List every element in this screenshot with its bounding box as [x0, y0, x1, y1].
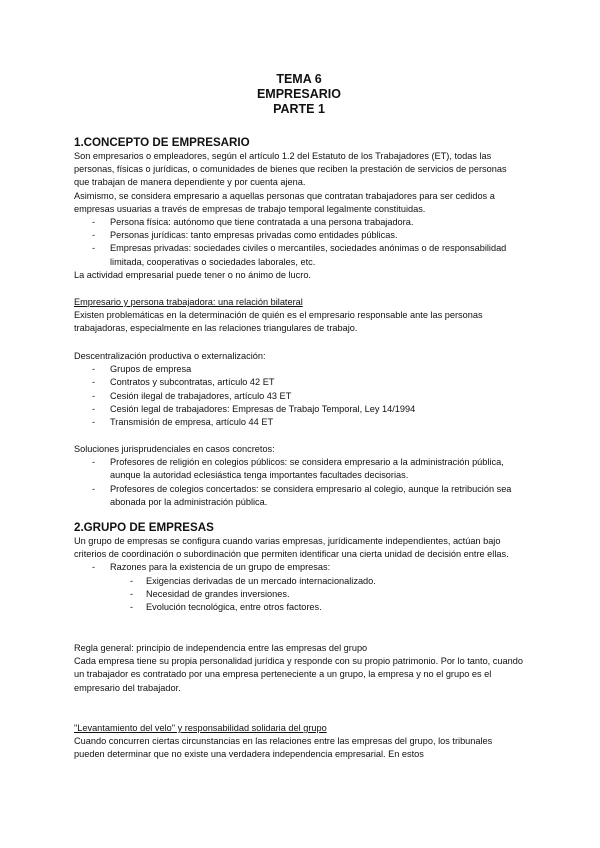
levantamiento-velo [74, 722, 524, 762]
regla-paragraph: Cada empresa tiene su propia personalidad jurídica y responde con su propio patrimonio. Por lo tanto, cuando un trabajador es contratado por una empresa perteneciente a un grupo, la empresa y no el grupo es el empresario del trabajador. [74, 656, 523, 693]
list-item: - Cesión ilegal de trabajadores, artículo 43 ET [74, 390, 524, 403]
relacion-heading: Empresario y persona trabajadora: una relación bilateral [74, 297, 303, 307]
title-line-3: PARTE 1 [273, 102, 325, 116]
descentralizacion [74, 350, 524, 429]
list-item: - Personas jurídicas: tanto empresas privadas como entidades públicas. [74, 229, 524, 242]
list-item: - Exigencias derivadas de un mercado internacionalizado. [74, 575, 524, 588]
title-line-2: EMPRESARIO [256, 87, 342, 101]
soluciones-heading: Soluciones jurisprudenciales en casos concretos: [74, 444, 275, 454]
velo-heading: "Levantamiento del velo" y responsabilidad solidaria del grupo [74, 723, 327, 733]
empresario-types-list [74, 216, 524, 269]
relacion-paragraph: Existen problemáticas en la determinación de quién es el empresario responsable ante las personas trabajadoras, especialmente en las relaciones triangulares de trabajo. [74, 310, 483, 334]
title-line-1: TEMA 6 [276, 72, 322, 86]
section-2-heading: 2.GRUPO DE EMPRESAS [74, 521, 214, 534]
list-item: - Necesidad de grandes inversiones. [74, 588, 524, 601]
section-1-heading: 1.CONCEPTO DE EMPRESARIO [74, 136, 250, 149]
razones-sublist [74, 575, 524, 615]
soluciones-list [74, 456, 524, 509]
section-1-paragraph-1: Son empresarios o empleadores, según el artículo 1.2 del Estatuto de los Trabajadores (ET), todas las personas, físicas o jurídicas, o comunidades de bienes que reciben la prestación de servicios de personas que trabajan de manera dependiente y por cuenta ajena. [74, 151, 507, 188]
list-item: - Persona física: autónomo que tiene contratada a una persona trabajadora. [74, 216, 524, 229]
list-item: - Profesores de religión en colegios públicos: se considera empresario a la administración pública, aunque la autoridad eclesiástica tenga importantes facultades decisorias. [74, 456, 524, 482]
list-item: - Grupos de empresa [74, 363, 524, 376]
list-item: - Profesores de colegios concertados: se considera empresario al colegio, aunque la retribución sea abonada por la administración pública. [74, 483, 524, 509]
section-1-paragraph-3: La actividad empresarial puede tener o no ánimo de lucro. [74, 269, 311, 280]
document-title [74, 72, 524, 117]
list-item: - Empresas privadas: sociedades civiles o mercantiles, sociedades anónimas o de responsabilidad limitada, cooperativas o sociedades laborales, etc. [74, 242, 524, 268]
list-item: - Razones para la existencia de un grupo de empresas: [74, 561, 524, 574]
velo-paragraph: Cuando concurren ciertas circunstancias en las relaciones entre las empresas del grupo, los tribunales pueden determinar que no existe una verdadera independencia empresarial. En estos [74, 736, 493, 760]
list-item: - Contratos y subcontratas, artículo 42 ET [74, 376, 524, 389]
section-concepto [74, 136, 524, 282]
section-grupo [74, 521, 524, 614]
regla-general [74, 642, 524, 695]
section-1-paragraph-2: Asimismo, se considera empresario a aquellas personas que contratan trabajadores para ser cedidos a empresas usuarias a través de empresas de trabajo temporal legalmente constituidas. [74, 190, 495, 214]
section-2-paragraph: Un grupo de empresas se configura cuando varias empresas, jurídicamente independientes, actúan bajo criterios de coordinación o subordinación que permiten identificar una cierta unidad de decisión entre ellas. [74, 536, 509, 560]
relacion-bilateral [74, 296, 524, 336]
list-item: - Cesión legal de trabajadores: Empresas de Trabajo Temporal, Ley 14/1994 [74, 403, 524, 416]
soluciones [74, 443, 524, 509]
razones-list [74, 561, 524, 574]
regla-heading: Regla general: principio de independencia entre las empresas del grupo [74, 643, 368, 653]
list-item: - Transmisión de empresa, artículo 44 ET [74, 416, 524, 429]
descentralizacion-heading: Descentralización productiva o externalización: [74, 351, 266, 361]
list-item: - Evolución tecnológica, entre otros factores. [74, 601, 524, 614]
descentralizacion-list [74, 363, 524, 429]
